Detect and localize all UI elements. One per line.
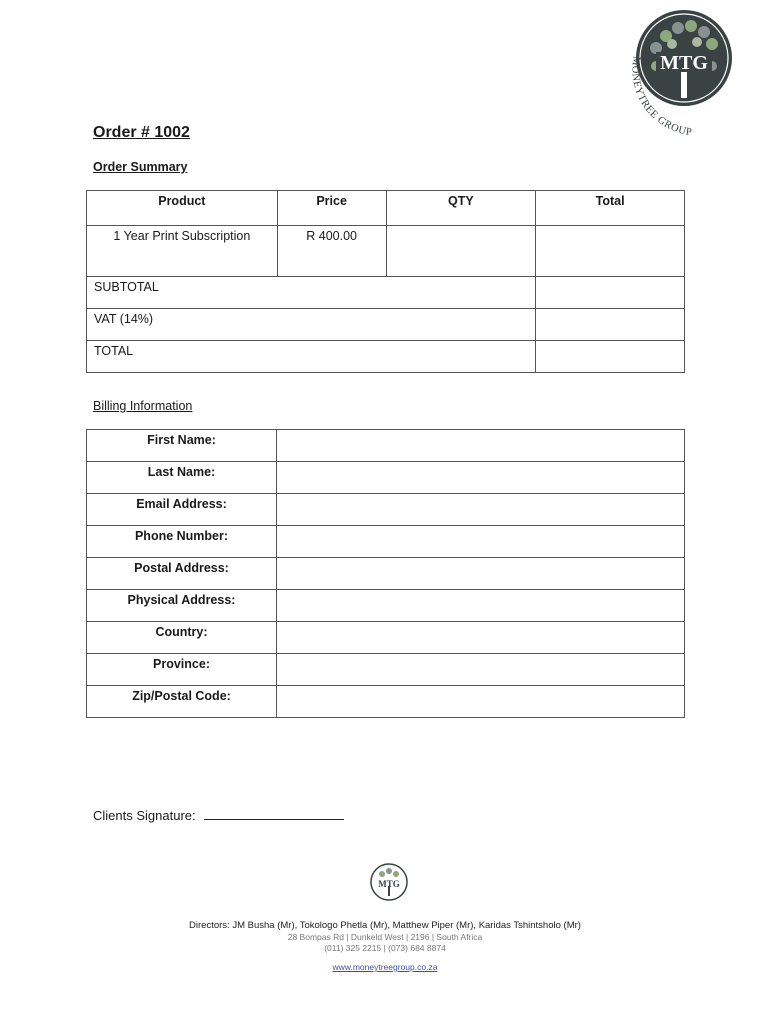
province-label: Province: [87, 654, 277, 686]
item-total[interactable] [536, 226, 685, 277]
signature-line[interactable] [204, 807, 344, 820]
physical-address-label: Physical Address: [87, 590, 277, 622]
table-row [87, 558, 685, 590]
header-price: Price [277, 191, 386, 226]
email-address-label: Email Address: [87, 494, 277, 526]
table-row [87, 654, 685, 686]
item-product: 1 Year Print Subscription [87, 226, 278, 277]
footer-website-link[interactable]: www.moneytreegroup.co.za [332, 962, 438, 972]
order-title: Order # 1002 [93, 124, 190, 141]
subtotal-label: SUBTOTAL [87, 277, 536, 309]
footer-directors: Directors: JM Busha (Mr), Tokologo Phetla (Mr), Matthew Piper (Mr), Karidas Tshintsholo (Mr) [189, 920, 581, 931]
vat-row [87, 309, 685, 341]
logo-monogram: MTG [660, 52, 708, 74]
postal-address-label: Postal Address: [87, 558, 277, 590]
total-value[interactable] [536, 341, 685, 373]
phone-number-field[interactable] [277, 526, 685, 558]
zip-postal-code-label: Zip/Postal Code: [87, 686, 277, 718]
order-summary-table [86, 190, 685, 373]
table-row [87, 430, 685, 462]
table-row [87, 494, 685, 526]
table-row [87, 462, 685, 494]
moneytree-group-logo [626, 4, 766, 136]
footer-address: 28 Bompas Rd | Dunkeld West | 2196 | South Africa [287, 932, 483, 942]
country-field[interactable] [277, 622, 685, 654]
subtotal-row [87, 277, 685, 309]
country-label: Country: [87, 622, 277, 654]
client-signature [93, 807, 344, 823]
last-name-field[interactable] [277, 462, 685, 494]
province-field[interactable] [277, 654, 685, 686]
email-address-field[interactable] [277, 494, 685, 526]
phone-number-label: Phone Number: [87, 526, 277, 558]
billing-information-table [86, 429, 685, 718]
footer-logo-monogram: MTG [378, 879, 400, 889]
zip-postal-code-field[interactable] [277, 686, 685, 718]
item-qty[interactable] [386, 226, 536, 277]
first-name-label: First Name: [87, 430, 277, 462]
vat-value[interactable] [536, 309, 685, 341]
order-summary-title: Order Summary [93, 160, 188, 174]
billing-information-title: Billing Information [93, 399, 193, 413]
total-label: TOTAL [87, 341, 536, 373]
subtotal-value[interactable] [536, 277, 685, 309]
postal-address-field[interactable] [277, 558, 685, 590]
physical-address-field[interactable] [277, 590, 685, 622]
header-product: Product [87, 191, 278, 226]
logo-ring-text: MONEYTREE GROUP [629, 55, 693, 136]
table-row [87, 226, 685, 277]
table-row [87, 590, 685, 622]
footer-logo [369, 862, 409, 902]
table-row [87, 686, 685, 718]
footer-phones: (011) 325 2215 | (073) 684 8874 [324, 943, 446, 953]
header-total: Total [536, 191, 685, 226]
first-name-field[interactable] [277, 430, 685, 462]
item-price: R 400.00 [277, 226, 386, 277]
table-row [87, 526, 685, 558]
header-qty: QTY [386, 191, 536, 226]
total-row [87, 341, 685, 373]
table-row [87, 622, 685, 654]
last-name-label: Last Name: [87, 462, 277, 494]
signature-label: Clients Signature: [93, 808, 196, 823]
vat-label: VAT (14%) [87, 309, 536, 341]
